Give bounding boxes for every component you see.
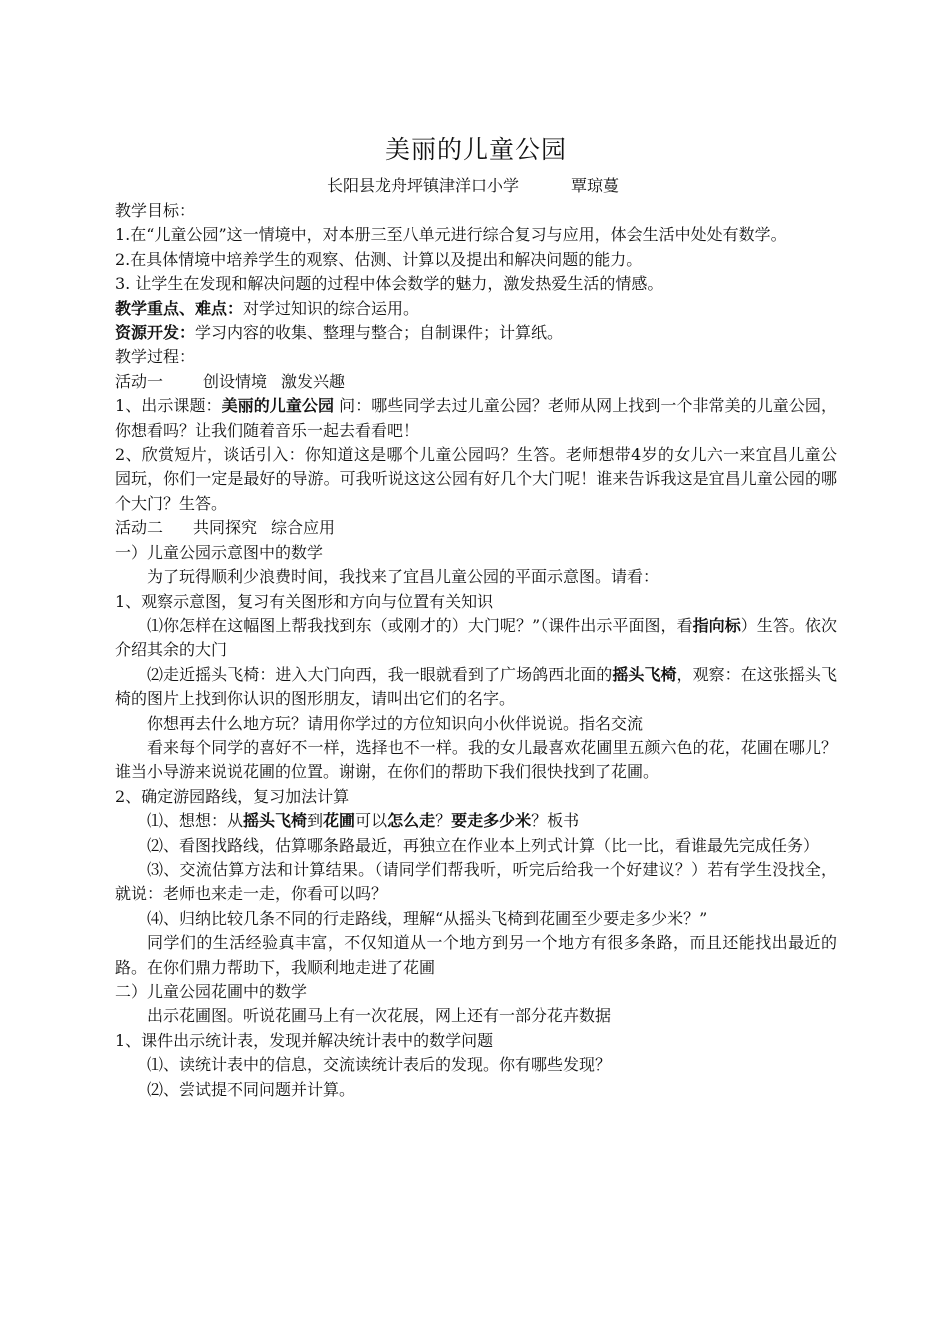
- school-name: 长阳县龙舟坪镇津洋口小学: [327, 176, 520, 195]
- activity-1-number: 活动一: [115, 371, 164, 391]
- goals-heading: 教学目标：: [115, 201, 196, 220]
- item-text: ）生答。依次介绍其余的大门: [115, 615, 837, 660]
- goal-1: 1.在“儿童公园”这一情境中，对本册三至八单元进行综合复习与应用，体会生活中处处有数学。: [115, 225, 787, 245]
- section-2-item-1b: ⑵、尝试提不同问题并计算。: [147, 1079, 356, 1099]
- swing-chair-bold: 摇头飞椅: [612, 664, 677, 684]
- compass-bold: 指向标: [692, 615, 741, 635]
- activity-1-item-1: [115, 394, 837, 443]
- section-2-item-1a: ⑴、读统计表中的信息，交流读统计表后的发现。你有哪些发现？: [147, 1055, 612, 1075]
- item-text: ⑴你怎样在这幅图上帮我找到东（或刚才的）大门呢？”（课件出示平面图，看: [147, 615, 693, 635]
- item-text: 问：哪些同学去过儿童公园？老师从网上找到一个非常美的儿童公园，你想看吗？让我们随着音乐一起去看看吧！: [115, 396, 837, 440]
- activity-1-part-a: 创设情境: [203, 371, 268, 391]
- bold-text: 怎么走: [387, 811, 436, 831]
- section-1-item-1a: [115, 614, 837, 663]
- resources-text: 学习内容的收集、整理与整合；自制课件；计算纸。: [195, 323, 564, 343]
- author-name: 覃琼蔓: [571, 176, 620, 195]
- activity-1-heading: [115, 370, 837, 394]
- document-title: 美丽的儿童公园: [384, 135, 567, 164]
- item-text: ？: [435, 811, 452, 831]
- section-1-item-2c: ⑶、交流估算方法和计算结果。（请同学们帮我听，听完后给我一个好建议？）若有学生没找全，就说：老师也来走一走，你看可以吗？: [115, 859, 837, 904]
- activity-2-heading: [115, 516, 837, 540]
- section-2-item-1: 1、课件出示统计表，发现并解决统计表中的数学问题: [115, 1030, 494, 1050]
- section-1-item-1b: [115, 663, 837, 712]
- item-prefix: 1、出示课题：: [115, 396, 222, 416]
- section-1-intro: 为了玩得顺利少浪费时间，我找来了宜昌儿童公园的平面示意图。请看：: [147, 567, 660, 587]
- bold-text: 要走多少米: [451, 811, 532, 831]
- section-1-item-2e: 同学们的生活经验真丰富，不仅知道从一个地方到另一个地方有很多条路，而且还能找出最近的路。在你们鼎力帮助下，我顺利地走进了花圃: [115, 933, 837, 977]
- section-1-item-2: 2、确定游园路线，复习加法计算: [115, 786, 350, 806]
- section-1-heading: 一）儿童公园示意图中的数学: [115, 542, 324, 562]
- key-points-text: 对学过知识的综合运用。: [243, 298, 420, 318]
- item-text: ，观察：在这张摇头飞椅的图片上找到你认识的图形朋友，请叫出它们的名字。: [115, 664, 837, 709]
- goal-2: 2.在具体情境中培养学生的观察、估测、计算以及提出和解决问题的能力。: [115, 249, 643, 269]
- item-text: 可以: [355, 811, 388, 831]
- item-text: ？板书: [531, 811, 580, 831]
- process-heading: 教学过程：: [115, 347, 196, 367]
- lesson-title-bold: 美丽的儿童公园: [221, 396, 335, 416]
- section-2-intro: 出示花圃图。听说花圃马上有一次花展，网上还有一部分花卉数据: [147, 1006, 612, 1026]
- resources: [115, 321, 837, 345]
- activity-1-part-b: 激发兴趣: [281, 371, 346, 391]
- document-page: [115, 128, 837, 1102]
- goal-3: 3. 让学生在发现和解决问题的过程中体会数学的魅力，激发热爱生活的情感。: [115, 274, 664, 294]
- item-text: 到: [307, 811, 324, 831]
- activity-2-number: 活动二: [115, 518, 164, 538]
- key-points: [115, 297, 837, 321]
- section-2-heading: 二）儿童公园花圃中的数学: [115, 982, 308, 1001]
- section-1-item-1d: 看来每个同学的喜好不一样，选择也不一样。我的女儿最喜欢花圃里五颜六色的花，花圃在哪儿？谁当小导游来说说花圃的位置。谢谢，在你们的帮助下我们很快找到了花圃。: [115, 737, 837, 782]
- author-line: [115, 173, 837, 199]
- item-text: ⑴、想想：从: [147, 811, 244, 831]
- activity-2-part-a: 共同探究: [193, 518, 258, 538]
- activity-1-item-2: 2、欣赏短片，谈话引入：你知道这是哪个儿童公园吗？生答。老师想带4岁的女儿六一来宜昌儿童公园玩，你们一定是最好的导游。可我听说这这公园有好几个大门呢！谁来告诉我这是宜昌儿童公园的哪个大门？生答。: [115, 445, 837, 513]
- activity-2-part-b: 综合应用: [271, 518, 336, 538]
- bold-text: 花圃: [323, 811, 356, 831]
- bold-text: 摇头飞椅: [243, 811, 308, 831]
- resources-label: 资源开发：: [115, 323, 196, 343]
- section-1-item-2d: ⑷、归纳比较几条不同的行走路线，理解“从摇头飞椅到花圃至少要走多少米？”: [147, 908, 708, 928]
- section-1-item-2b: ⑵、看图找路线，估算哪条路最近，再独立在作业本上列式计算（比一比，看谁最先完成任务）: [147, 835, 820, 855]
- key-points-label: 教学重点、难点：: [115, 298, 244, 318]
- section-1-item-1: 1、观察示意图，复习有关图形和方向与位置有关知识: [115, 591, 494, 611]
- section-1-item-1c: 你想再去什么地方玩？请用你学过的方位知识向小伙伴说说。指名交流: [147, 713, 644, 733]
- section-1-item-2a: [115, 809, 837, 833]
- item-text: ⑵走近摇头飞椅：进入大门向西，我一眼就看到了广场鸽西北面的: [147, 664, 613, 684]
